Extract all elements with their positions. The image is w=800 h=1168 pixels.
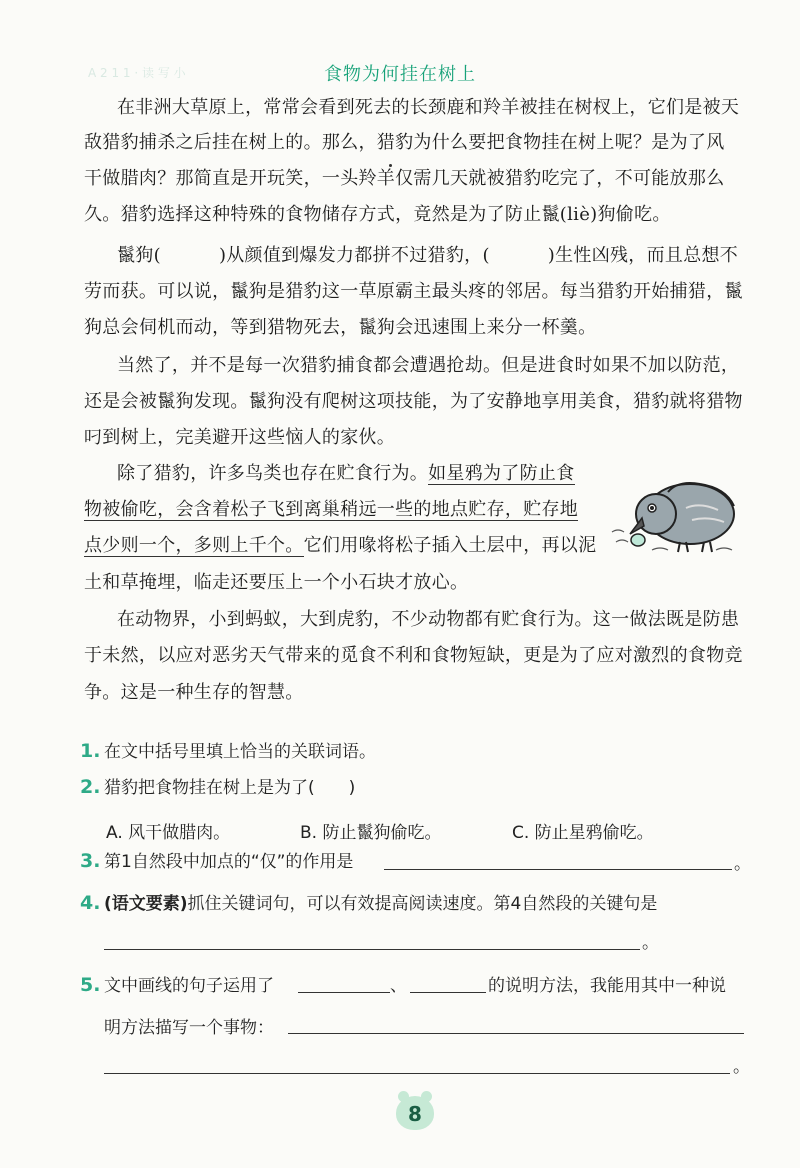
p2-line-1 <box>117 243 738 269</box>
question-5-separator: 、 <box>390 976 407 996</box>
p3-line-1: 当然了，并不是每一次猎豹捕食都会遭遇抢劫。但是进食时如果不加以防范， <box>117 355 740 376</box>
p4-text-plain: 除了猎豹，许多鸟类也存在贮食行为。 <box>117 463 429 484</box>
conjunction-blank-2[interactable] <box>490 245 548 261</box>
page-number-badge <box>396 1096 434 1130</box>
p5-line-2: 于未然，以应对恶劣天气带来的觅食不利和食物短缺，更是为了应对激烈的食物竞 <box>84 645 743 666</box>
question-5-number: 5. <box>80 974 101 996</box>
p2-text-b: )从颜值到爆发力都拼不过猎豹，( <box>218 245 490 266</box>
p5-line-3: 争。这是一种生存的智慧。 <box>84 682 304 703</box>
question-1-number: 1. <box>80 740 101 762</box>
option-b[interactable]: B. 防止鬣狗偷吃。 <box>300 823 442 843</box>
question-1-text: 在文中括号里填上恰当的关联词语。 <box>104 742 376 762</box>
question-5-end: 。 <box>733 1057 750 1077</box>
option-c[interactable]: C. 防止星鸦偷吃。 <box>512 823 654 843</box>
p4-line-3 <box>84 533 596 559</box>
question-3-number: 3. <box>80 850 101 872</box>
p1-line-2: 敌猎豹捕杀之后挂在树上的。那么，猎豹为什么要把食物挂在树上呢？是为了风 <box>84 132 725 153</box>
question-4-end: 。 <box>642 933 659 953</box>
p4-line-1 <box>117 461 575 487</box>
underlined-sentence-part-2: 物被偷吃，会含着松子飞到离巢稍远一些的地点贮存，贮存地 <box>84 499 579 520</box>
underlined-sentence-part-3: 点少则一个，多则上千个。 <box>84 535 304 556</box>
question-4-body: 抓住关键词句，可以有效提高阅读速度。第4自然段的关键句是 <box>187 894 658 914</box>
question-2-number: 2. <box>80 776 101 798</box>
p1-line-1: 在非洲大草原上，常常会看到死去的长颈鹿和羚羊被挂在树杈上，它们是被天 <box>117 97 740 118</box>
question-5-text-a: 文中画线的句子运用了 <box>104 976 274 996</box>
question-5-answer-line-1[interactable] <box>288 1033 744 1034</box>
p1-line-4: 久。猎豹选择这种特殊的食物储存方式，竟然是为了防止鬣(liè)狗偷吃。 <box>84 204 671 225</box>
p2-text-a: 鬣狗( <box>117 245 161 266</box>
nutcracker-bird-illustration <box>608 462 748 557</box>
question-3-text: 第1自然段中加点的“仅”的作用是 <box>104 852 354 872</box>
question-5-text-c: 明方法描写一个事物： <box>104 1018 274 1038</box>
option-a[interactable]: A. 风干做腊肉。 <box>106 823 231 843</box>
question-4-number: 4. <box>80 892 101 914</box>
question-5-blank-2[interactable] <box>410 992 486 993</box>
question-5-answer-line-2[interactable] <box>104 1073 730 1074</box>
question-5-blank-1[interactable] <box>298 992 390 993</box>
p4-text-after: 它们用喙将松子插入土层中，再以泥 <box>303 535 597 556</box>
page-number: 8 <box>408 1102 422 1126</box>
p1-line-3 <box>84 166 725 192</box>
header-faint-text: A 2 1 1 · 读 写 小 <box>88 66 186 80</box>
question-2-text: 猎豹把食物挂在树上是为了( ) <box>104 778 356 798</box>
question-4-text <box>104 891 657 917</box>
underlined-sentence-part-1: 如星鸦为了防止食 <box>428 463 575 484</box>
emphasis-dot <box>389 164 392 167</box>
question-4-tag: (语文要素) <box>104 894 188 914</box>
p4-line-4: 土和草掩埋，临走还要压上一个小石块才放心。 <box>84 572 469 593</box>
p2-text-c: )生性凶残，而且总想不 <box>547 245 739 266</box>
question-3-answer-line[interactable] <box>384 869 732 870</box>
p1-line-3-text: 干做腊肉？那简直是开玩笑，一头羚羊仅需几天就被猎豹吃完了，不可能放那么 <box>84 168 725 189</box>
p3-line-2: 还是会被鬣狗发现。鬣狗没有爬树这项技能，为了安静地享用美食，猎豹就将猎物 <box>84 391 743 412</box>
conjunction-blank-1[interactable] <box>161 245 219 261</box>
question-3-end: 。 <box>734 854 751 874</box>
article-title: 食物为何挂在树上 <box>324 64 476 85</box>
question-5-text-b: 的说明方法，我能用其中一种说 <box>488 976 726 996</box>
p4-line-2 <box>84 497 578 523</box>
p2-line-3: 狗总会伺机而动，等到猎物死去，鬣狗会迅速围上来分一杯羹。 <box>84 317 597 338</box>
p2-line-2: 劳而获。可以说，鬣狗是猎豹这一草原霸主最头疼的邻居。每当猎豹开始捕猎，鬣 <box>84 281 743 302</box>
p5-line-1: 在动物界，小到蚂蚁，大到虎豹，不少动物都有贮食行为。这一做法既是防患 <box>117 609 740 630</box>
p3-line-3: 叼到树上，完美避开这些恼人的家伙。 <box>84 427 396 448</box>
question-4-answer-line[interactable] <box>104 949 640 950</box>
